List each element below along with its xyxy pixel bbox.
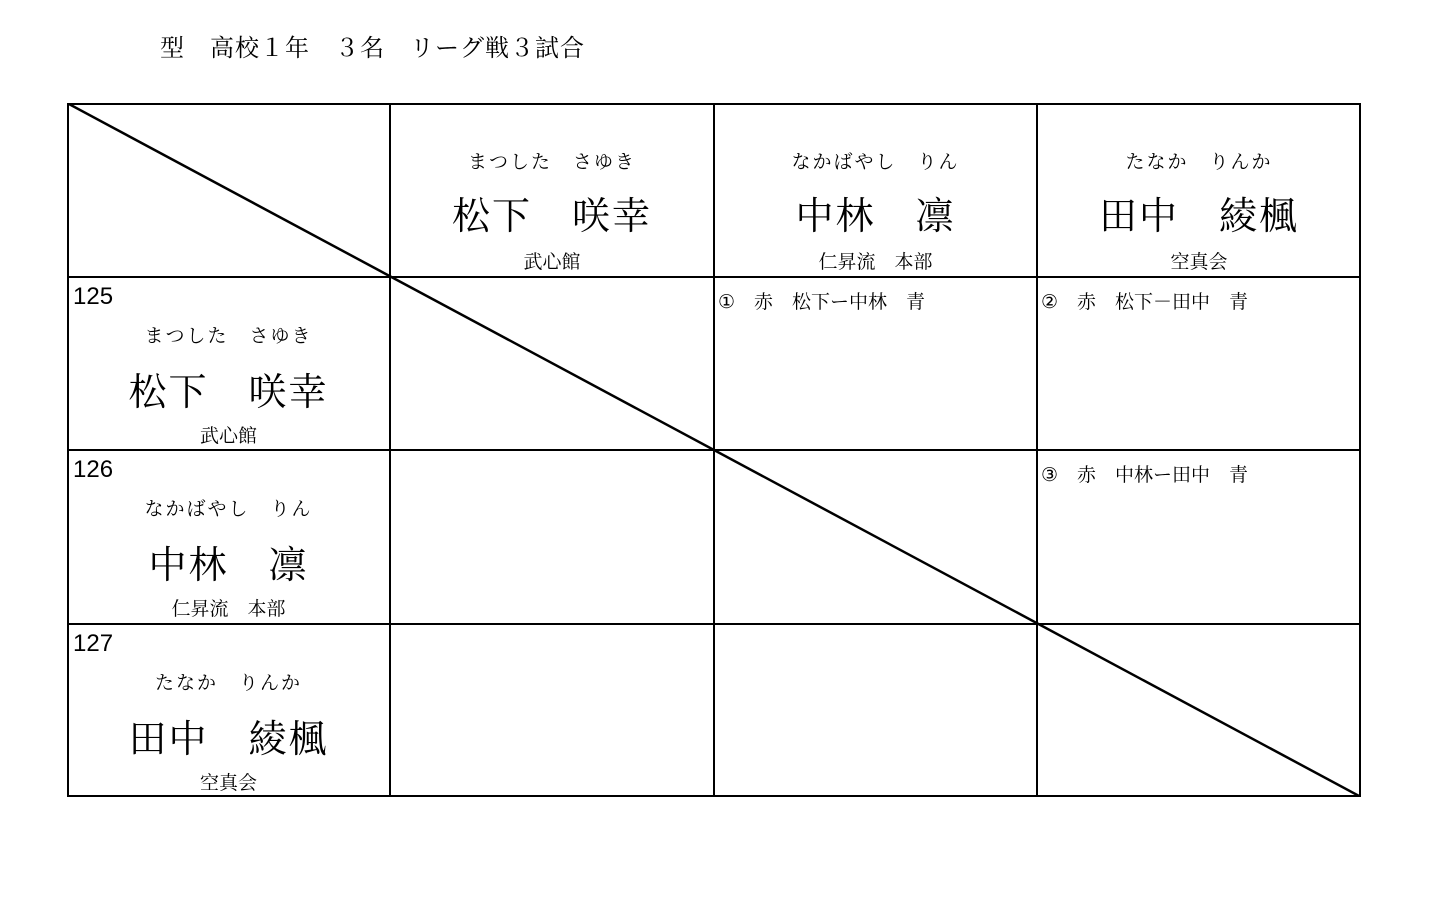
page-title: 型 高校１年 ３名 リーグ戦３試合 (160, 34, 585, 62)
match-label: ① 赤 松下ー中林 青 (718, 291, 926, 313)
row-header-name: 田中 綾楓 (128, 717, 329, 761)
row-number: 127 (73, 630, 114, 657)
column-header-furigana: まつした さゆき (467, 151, 636, 173)
match-label: ② 赤 松下－田中 青 (1041, 291, 1249, 313)
row-header-furigana: まつした さゆき (144, 325, 313, 347)
row-header-club: 武心館 (199, 425, 257, 447)
row-header-club: 空真会 (199, 772, 257, 794)
column-header-club: 空真会 (1170, 251, 1228, 273)
row-header-name: 中林 凛 (148, 543, 309, 587)
row-number: 125 (73, 283, 114, 310)
column-header-name: 松下 咲幸 (451, 194, 652, 238)
column-header-3 (1037, 103, 1361, 277)
row-header-furigana: なかばやし りん (144, 498, 313, 520)
column-header-furigana: たなか りんか (1125, 151, 1273, 173)
match-label: ③ 赤 中林ー田中 青 (1041, 464, 1249, 486)
column-header-furigana: なかばやし りん (791, 151, 960, 173)
row-number: 126 (73, 456, 114, 483)
row-header-club: 仁昇流 本部 (171, 598, 286, 620)
match-cell-2 (1037, 277, 1361, 450)
column-header-name: 中林 凛 (795, 194, 956, 238)
row-header-furigana: たなか りんか (154, 672, 302, 694)
league-table (67, 103, 1361, 797)
row-header-name: 松下 咲幸 (128, 370, 329, 414)
column-header-club: 仁昇流 本部 (818, 251, 933, 273)
match-cell-1 (714, 277, 1037, 450)
row-header-1 (67, 277, 390, 450)
match-cell-3 (1037, 450, 1361, 624)
column-header-2 (714, 103, 1037, 277)
row-header-3 (67, 624, 390, 797)
column-header-1 (390, 103, 714, 277)
column-header-name: 田中 綾楓 (1098, 194, 1299, 238)
column-header-club: 武心館 (523, 251, 581, 273)
row-header-2 (67, 450, 390, 624)
